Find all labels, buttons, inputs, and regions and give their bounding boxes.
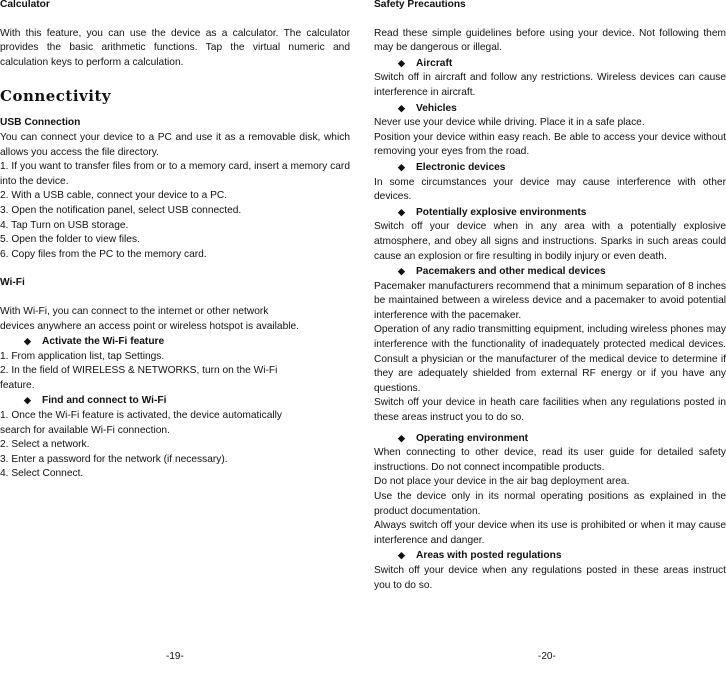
- diamond-bullet-icon: ◆: [24, 336, 31, 347]
- find-step: 2. Select a network.: [0, 439, 90, 451]
- explosive-heading: ◆ Potentially explosive environments: [398, 206, 587, 218]
- activate-step: 2. In the field of WIRELESS & NETWORKS, turn on the Wi-Fi: [0, 365, 278, 377]
- find-step: 3. Enter a password for the network (if necessary).: [0, 453, 228, 465]
- diamond-bullet-icon: ◆: [398, 161, 405, 172]
- electronic-text: In some circumstances your device may cause interference with other devices.: [374, 176, 726, 203]
- find-step: 1. Once the Wi-Fi feature is activated, the device automatically: [0, 410, 282, 422]
- page-number-20: -20-: [538, 651, 556, 662]
- safety-intro: Read these simple guidelines before using your device. Not following them may be dangerous or illegal.: [374, 27, 726, 54]
- activate-step: 1. From application list, tap Settings.: [0, 350, 165, 362]
- operating-text: When connecting to other device, read its user guide for detailed safety instructions. Do not connect incompatible products.: [374, 447, 726, 473]
- find-step: search for available Wi-Fi connection.: [0, 424, 170, 436]
- operating-heading: ◆ Operating environment: [398, 432, 529, 444]
- pacemaker-text: Switch off your device in heath care facilities when any regulations posted in these areas instruct you to do so.: [374, 397, 726, 424]
- vehicles-heading: ◆ Vehicles: [398, 102, 457, 114]
- wifi-intro: devices anywhere an access point or wireless hotspot is available.: [0, 320, 299, 332]
- vehicles-text: Never use your device while driving. Place it in a safe place.: [374, 117, 645, 129]
- usb-step: 5. Open the folder to view files.: [0, 234, 140, 246]
- usb-intro: You can connect your device to a PC and use it as a removable disk, which allows you access the file directory.: [0, 131, 350, 158]
- calculator-text: With this feature, you can use the device as a calculator. The calculator provides the basic arithmetic functions. Tap the virtual numeric and calculation keys to perform a calculation.: [0, 27, 350, 68]
- usb-step: 1. If you want to transfer files from or to a memory card, insert a memory card into the device.: [0, 161, 350, 187]
- operating-text: Do not place your device in the air bag deployment area.: [374, 476, 630, 488]
- vehicles-text: Position your device within easy reach. Be able to access your device without removing your eyes from the road.: [374, 131, 726, 158]
- safety-heading: Safety Precautions: [374, 0, 466, 10]
- diamond-bullet-icon: ◆: [398, 102, 405, 113]
- electronic-heading: ◆ Electronic devices: [398, 161, 506, 173]
- wifi-intro: With Wi-Fi, you can connect to the internet or other network: [0, 305, 269, 317]
- operating-text: Use the device only in its normal operating positions as explained in the product documentation.: [374, 491, 726, 517]
- aircraft-text: Switch off in aircraft and follow any restrictions. Wireless devices can cause interference in aircraft.: [374, 72, 726, 98]
- diamond-bullet-icon: ◆: [398, 57, 405, 68]
- usb-step: 2. With a USB cable, connect your device to a PC.: [0, 190, 228, 202]
- page-number-19: -19-: [166, 651, 184, 662]
- usb-step: 3. Open the notification panel, select USB connected.: [0, 204, 242, 216]
- find-step: 4. Select Connect.: [0, 468, 84, 480]
- aircraft-heading: ◆ Aircraft: [398, 57, 453, 69]
- diamond-bullet-icon: ◆: [398, 432, 405, 443]
- diamond-bullet-icon: ◆: [398, 266, 405, 277]
- diamond-bullet-icon: ◆: [24, 395, 31, 406]
- usb-step: 6. Copy files from the PC to the memory card.: [0, 248, 207, 260]
- wifi-heading: Wi-Fi: [0, 277, 25, 289]
- calculator-heading: Calculator: [0, 0, 50, 10]
- pacemaker-text: Pacemaker manufacturers recommend that a minimum separation of 8 inches be maintained between a wireless device and a pacemaker to avoid potential interference with the pacemaker.: [374, 280, 726, 321]
- pacemaker-text: Operation of any radio transmitting equipment, including wireless phones may interference with the functionality of inadequately protected medical devices. Consult a physician or the manufacturer of the medical device to determine if they are adequately shielded from external RF energy or if you have any questions.: [374, 324, 726, 394]
- explosive-text: Switch off your device when in any area with a potentially explosive atmosphere, and obey all signs and instructions. Sparks in such areas could cause an explosion or fire resulting in bodily injury or even death.: [374, 221, 726, 262]
- page-20: [374, 0, 726, 593]
- diamond-bullet-icon: ◆: [398, 550, 405, 561]
- pacemaker-heading: ◆ Pacemakers and other medical devices: [398, 266, 606, 278]
- regulations-heading: ◆ Areas with posted regulations: [398, 550, 562, 562]
- activate-heading: ◆ Activate the Wi-Fi feature: [24, 336, 165, 348]
- find-heading: ◆ Find and connect to Wi-Fi: [24, 395, 167, 407]
- connectivity-heading: Connectivity: [0, 87, 112, 106]
- activate-step: feature.: [0, 379, 35, 391]
- operating-text: Always switch off your device when its use is prohibited or when it may cause interference and danger.: [374, 520, 726, 546]
- usb-heading: USB Connection: [0, 117, 81, 129]
- page-19: [0, 0, 350, 482]
- diamond-bullet-icon: ◆: [398, 206, 405, 217]
- usb-step: 4. Tap Turn on USB storage.: [0, 219, 129, 231]
- regulations-text: Switch off your device when any regulations posted in these areas instruct you to do so.: [374, 564, 726, 591]
